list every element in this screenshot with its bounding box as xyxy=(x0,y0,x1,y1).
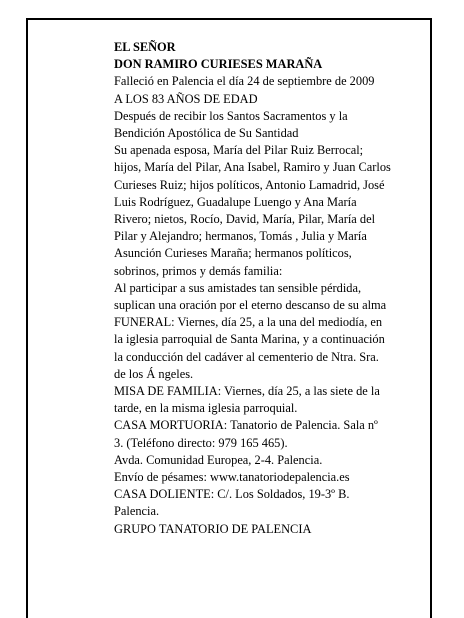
funeral-home-address: Avda. Comunidad Europea, 2-4. Palencia. xyxy=(114,452,323,467)
obituary-notice xyxy=(114,39,414,538)
family-list: Su apenada esposa, María del Pilar Ruiz Berrocal; hijos, María del Pilar, Ana Isabel, Ramiro y Juan Carlos Curieses Ruiz; hijos políticos, Antonio Lamadrid, José Luis Rodríguez, Guadalupe Luengo y Ana María Rivero; nietos, Rocío, David, María, Pilar, María del Pilar y Alejandro; hermanos, Tomás , Julia y María Asunción Curieses Maraña; hermanos políticos, sobrinos, primos y demás familia: xyxy=(114,143,391,278)
group-signature: GRUPO TANATORIO DE PALENCIA xyxy=(114,521,312,536)
age-statement: A LOS 83 AÑOS DE EDAD xyxy=(114,91,258,106)
heading-el-senor: EL SEÑOR xyxy=(114,40,176,54)
sacraments-statement: Después de recibir los Santos Sacramentos y la Bendición Apostólica de Su Santidad xyxy=(114,108,348,141)
funeral-info: FUNERAL: Viernes, día 25, a la una del mediodía, en la iglesia parroquial de Santa Marina, y a continuación la conducción del cadáver al cementerio de Ntra. Sra. de los Á ngeles. xyxy=(114,315,385,381)
death-statement: Falleció en Palencia el día 24 de septiembre de 2009 xyxy=(114,74,375,89)
prayer-request: Al participar a sus amistades tan sensible pérdida, suplican una oración por el eterno descanso de su alma xyxy=(114,280,387,313)
deceased-name: DON RAMIRO CURIESES MARAÑA xyxy=(114,57,323,72)
family-mass-info: MISA DE FAMILIA: Viernes, día 25, a las siete de la tarde, en la misma iglesia parroquial. xyxy=(114,384,380,416)
funeral-home-info: CASA MORTUORIA: Tanatorio de Palencia. Sala nº 3. (Teléfono directo: 979 165 465). xyxy=(114,418,378,450)
condolences-info: Envío de pésames: www.tanatoriodepalencia.es xyxy=(114,470,350,485)
mourning-house-info: CASA DOLIENTE: C/. Los Soldados, 19-3º B. Palencia. xyxy=(114,487,350,519)
